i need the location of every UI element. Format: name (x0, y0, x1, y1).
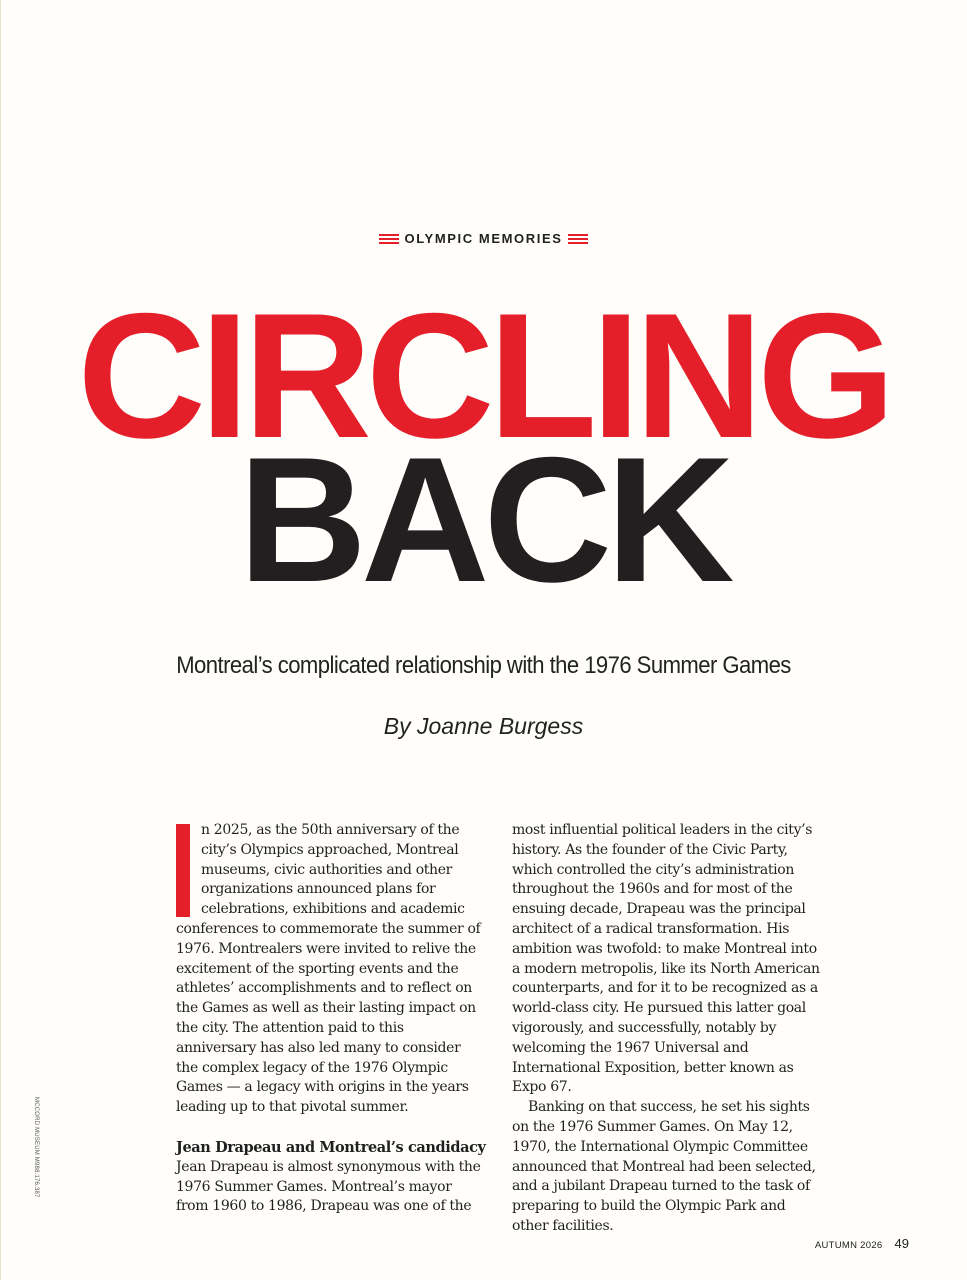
opening-paragraph (176, 821, 486, 1118)
opening-paragraph-text: n 2025, as the 50th anniversary of the city’s Olympics approached, Montreal museums, civic authorities and other organizations announced plans for celebrations, exhibitions and academic conferences to commemorate the summer of 1976. Montrealers were invited to relive the excitement of the sporting events and the athletes’ accomplishments and to reflect on the Games as well as their lasting impact on the city. The attention paid to this anniversary has also led many to consider the complex legacy of the 1976 Olympic Games — a legacy with origins in the years leading up to that pivotal summer. (176, 822, 481, 1116)
kicker-left-bars (379, 234, 399, 244)
drop-cap (176, 824, 190, 917)
byline: By Joanne Burgess (383, 713, 584, 739)
headline-line-1: CIRCLING (77, 276, 890, 475)
headline-line-2: BACK (238, 420, 729, 619)
body-paragraph: Banking on that success, he set his sights on the 1976 Summer Games. On May 12, 1970, the International Olympic Committee announced that Montreal had been selected, and a jubilant Drapeau turned to the task of preparing to build the Olympic Park and other facilities. (512, 1099, 816, 1234)
kicker-label: OLYMPIC MEMORIES (404, 231, 563, 246)
section-kicker (0, 231, 967, 246)
kicker-right-bars (568, 234, 588, 244)
deck-subtitle: Montreal’s complicated relationship with the 1976 Summer Games (176, 652, 791, 679)
page-edge-line (0, 0, 1, 1280)
body-paragraph: Jean Drapeau is almost synonymous with the 1976 Summer Games. Montreal’s mayor from 1960 to 1986, Drapeau was one of the (176, 1158, 481, 1215)
page-footer (815, 1236, 909, 1251)
photo-credit: MCCORD MUSEUM M988.176.387 (33, 1097, 39, 1198)
article-column-right (512, 821, 824, 1237)
issue-label: AUTUMN 2026 (814, 1240, 883, 1251)
article-column-left (176, 821, 486, 1217)
body-paragraph: most influential political leaders in the city’s history. As the founder of the Civic Party, which controlled the city’s administration throughout the 1960s and for most of the ensuing decade, Drapeau was the principal architect of a radical transformation. His ambition was twofold: to make Montreal into a modern metropolis, like its North American counterparts, and for it to be recognized as a world-class city. He pursued this latter goal vigorously, and successfully, notably by welcoming the 1967 Universal and International Exposition, better known as Expo 67. (512, 822, 820, 1096)
section-heading: Jean Drapeau and Montreal’s candidacy (176, 1138, 486, 1156)
page-number: 49 (894, 1236, 909, 1251)
